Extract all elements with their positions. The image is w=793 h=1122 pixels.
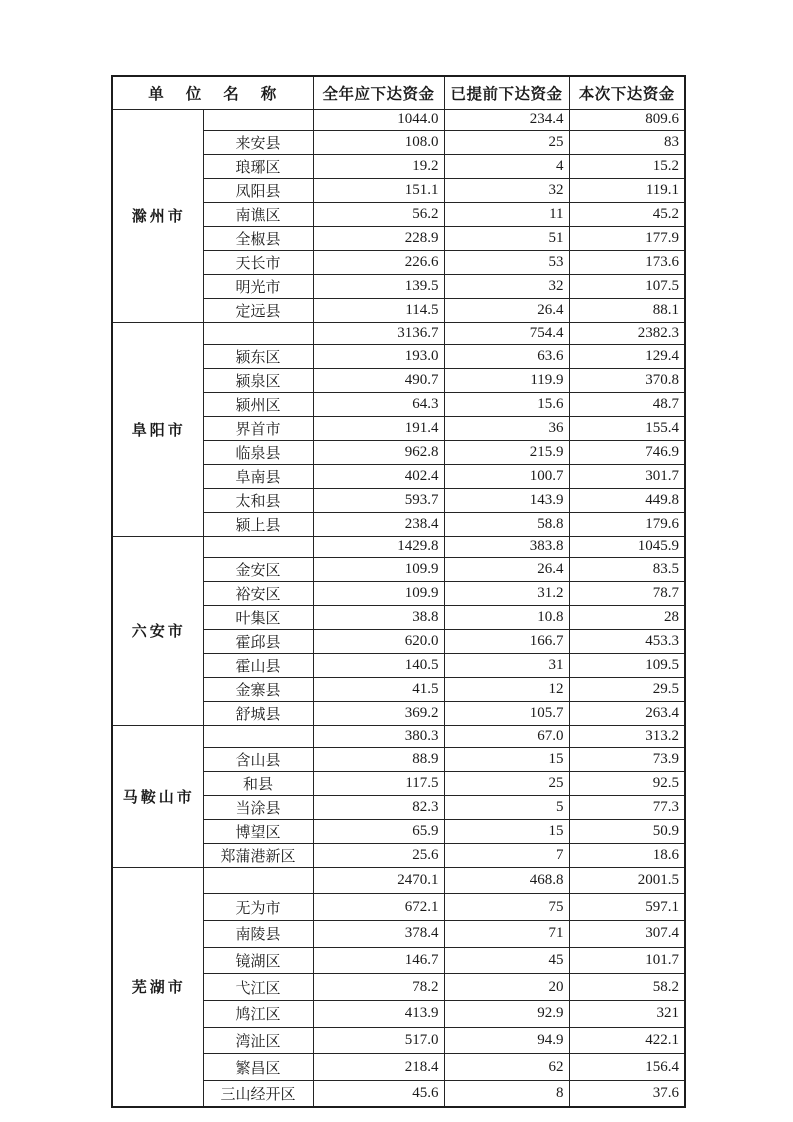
county-cell: 裕安区: [203, 582, 313, 606]
value-cell: 593.7: [313, 488, 444, 512]
value-cell: 45.6: [313, 1081, 444, 1108]
county-cell: 镜湖区: [203, 947, 313, 974]
header-annual-funds: 全年应下达资金: [313, 76, 444, 109]
county-cell: [203, 323, 313, 345]
value-cell: 25: [444, 771, 569, 795]
value-cell: 449.8: [569, 488, 685, 512]
value-cell: 92.5: [569, 771, 685, 795]
value-cell: 1429.8: [313, 536, 444, 558]
value-cell: 32: [444, 275, 569, 299]
value-cell: 88.1: [569, 299, 685, 323]
value-cell: 56.2: [313, 203, 444, 227]
county-cell: 南谯区: [203, 203, 313, 227]
value-cell: 58.2: [569, 974, 685, 1001]
value-cell: 4: [444, 155, 569, 179]
value-cell: 139.5: [313, 275, 444, 299]
county-cell: 阜南县: [203, 464, 313, 488]
table-header-row: [112, 76, 685, 109]
county-cell: 无为市: [203, 894, 313, 921]
city-cell: 六安市: [112, 536, 203, 726]
value-cell: 301.7: [569, 464, 685, 488]
value-cell: 109.9: [313, 582, 444, 606]
value-cell: 226.6: [313, 251, 444, 275]
value-cell: 7: [444, 843, 569, 867]
value-cell: 26.4: [444, 558, 569, 582]
value-cell: 10.8: [444, 606, 569, 630]
value-cell: 2470.1: [313, 867, 444, 894]
value-cell: 754.4: [444, 323, 569, 345]
value-cell: 65.9: [313, 819, 444, 843]
value-cell: 378.4: [313, 920, 444, 947]
value-cell: 5: [444, 795, 569, 819]
value-cell: 369.2: [313, 702, 444, 726]
county-cell: 鸠江区: [203, 1000, 313, 1027]
county-cell: 湾沚区: [203, 1027, 313, 1054]
value-cell: 75: [444, 894, 569, 921]
county-cell: 太和县: [203, 488, 313, 512]
value-cell: 25: [444, 131, 569, 155]
county-cell: 琅琊区: [203, 155, 313, 179]
value-cell: 218.4: [313, 1054, 444, 1081]
county-cell: 颍州区: [203, 392, 313, 416]
county-cell: 颍东区: [203, 344, 313, 368]
county-cell: 当涂县: [203, 795, 313, 819]
county-cell: 颍泉区: [203, 368, 313, 392]
value-cell: 8: [444, 1081, 569, 1108]
city-cell: 马鞍山市: [112, 726, 203, 868]
value-cell: 94.9: [444, 1027, 569, 1054]
value-cell: 2382.3: [569, 323, 685, 345]
value-cell: 809.6: [569, 109, 685, 131]
value-cell: 597.1: [569, 894, 685, 921]
value-cell: 100.7: [444, 464, 569, 488]
funding-table: [111, 75, 686, 1108]
value-cell: 67.0: [444, 726, 569, 748]
value-cell: 45.2: [569, 203, 685, 227]
county-cell: 定远县: [203, 299, 313, 323]
value-cell: 78.7: [569, 582, 685, 606]
county-cell: 全椒县: [203, 227, 313, 251]
value-cell: 12: [444, 678, 569, 702]
value-cell: 119.1: [569, 179, 685, 203]
value-cell: 193.0: [313, 344, 444, 368]
city-cell: 滁州市: [112, 109, 203, 323]
value-cell: 191.4: [313, 416, 444, 440]
value-cell: 490.7: [313, 368, 444, 392]
value-cell: 156.4: [569, 1054, 685, 1081]
value-cell: 26.4: [444, 299, 569, 323]
value-cell: 82.3: [313, 795, 444, 819]
value-cell: 62: [444, 1054, 569, 1081]
county-cell: 天长市: [203, 251, 313, 275]
county-cell: 舒城县: [203, 702, 313, 726]
value-cell: 177.9: [569, 227, 685, 251]
county-cell: 和县: [203, 771, 313, 795]
county-cell: 界首市: [203, 416, 313, 440]
value-cell: 228.9: [313, 227, 444, 251]
value-cell: 25.6: [313, 843, 444, 867]
county-cell: 临泉县: [203, 440, 313, 464]
value-cell: 173.6: [569, 251, 685, 275]
value-cell: 109.9: [313, 558, 444, 582]
value-cell: 51: [444, 227, 569, 251]
value-cell: 41.5: [313, 678, 444, 702]
value-cell: 263.4: [569, 702, 685, 726]
value-cell: 58.8: [444, 512, 569, 536]
value-cell: 48.7: [569, 392, 685, 416]
value-cell: 402.4: [313, 464, 444, 488]
value-cell: 109.5: [569, 654, 685, 678]
value-cell: 313.2: [569, 726, 685, 748]
value-cell: 114.5: [313, 299, 444, 323]
value-cell: 28: [569, 606, 685, 630]
county-cell: [203, 867, 313, 894]
value-cell: 71: [444, 920, 569, 947]
value-cell: 37.6: [569, 1081, 685, 1108]
value-cell: 18.6: [569, 843, 685, 867]
header-current-funds: 本次下达资金: [569, 76, 685, 109]
header-unit-name: 单位名称: [112, 76, 313, 109]
table-row: [112, 109, 685, 131]
value-cell: 166.7: [444, 630, 569, 654]
table-row: [112, 323, 685, 345]
value-cell: 11: [444, 203, 569, 227]
county-cell: 郑蒲港新区: [203, 843, 313, 867]
value-cell: 129.4: [569, 344, 685, 368]
value-cell: 962.8: [313, 440, 444, 464]
value-cell: 20: [444, 974, 569, 1001]
value-cell: 36: [444, 416, 569, 440]
value-cell: 2001.5: [569, 867, 685, 894]
value-cell: 1045.9: [569, 536, 685, 558]
value-cell: 234.4: [444, 109, 569, 131]
county-cell: 繁昌区: [203, 1054, 313, 1081]
county-cell: 颍上县: [203, 512, 313, 536]
value-cell: 155.4: [569, 416, 685, 440]
value-cell: 117.5: [313, 771, 444, 795]
city-cell: 阜阳市: [112, 323, 203, 537]
table-row: [112, 726, 685, 748]
county-cell: [203, 536, 313, 558]
value-cell: 151.1: [313, 179, 444, 203]
county-cell: 霍山县: [203, 654, 313, 678]
county-cell: 弋江区: [203, 974, 313, 1001]
value-cell: 1044.0: [313, 109, 444, 131]
value-cell: 73.9: [569, 747, 685, 771]
county-cell: 金寨县: [203, 678, 313, 702]
value-cell: 64.3: [313, 392, 444, 416]
value-cell: 29.5: [569, 678, 685, 702]
county-cell: 南陵县: [203, 920, 313, 947]
value-cell: 15: [444, 819, 569, 843]
value-cell: 370.8: [569, 368, 685, 392]
table-row: [112, 536, 685, 558]
county-cell: [203, 726, 313, 748]
value-cell: 517.0: [313, 1027, 444, 1054]
value-cell: 38.8: [313, 606, 444, 630]
value-cell: 63.6: [444, 344, 569, 368]
value-cell: 88.9: [313, 747, 444, 771]
value-cell: 107.5: [569, 275, 685, 299]
county-cell: 凤阳县: [203, 179, 313, 203]
county-cell: [203, 109, 313, 131]
value-cell: 453.3: [569, 630, 685, 654]
value-cell: 32: [444, 179, 569, 203]
value-cell: 108.0: [313, 131, 444, 155]
county-cell: 霍邱县: [203, 630, 313, 654]
value-cell: 383.8: [444, 536, 569, 558]
value-cell: 105.7: [444, 702, 569, 726]
value-cell: 468.8: [444, 867, 569, 894]
value-cell: 50.9: [569, 819, 685, 843]
value-cell: 78.2: [313, 974, 444, 1001]
value-cell: 92.9: [444, 1000, 569, 1027]
value-cell: 307.4: [569, 920, 685, 947]
value-cell: 83: [569, 131, 685, 155]
value-cell: 422.1: [569, 1027, 685, 1054]
value-cell: 19.2: [313, 155, 444, 179]
city-cell: 芜湖市: [112, 867, 203, 1107]
value-cell: 238.4: [313, 512, 444, 536]
value-cell: 3136.7: [313, 323, 444, 345]
value-cell: 101.7: [569, 947, 685, 974]
value-cell: 179.6: [569, 512, 685, 536]
table-body: [112, 109, 685, 1107]
county-cell: 明光市: [203, 275, 313, 299]
value-cell: 321: [569, 1000, 685, 1027]
county-cell: 博望区: [203, 819, 313, 843]
value-cell: 413.9: [313, 1000, 444, 1027]
county-cell: 金安区: [203, 558, 313, 582]
value-cell: 45: [444, 947, 569, 974]
value-cell: 15: [444, 747, 569, 771]
value-cell: 53: [444, 251, 569, 275]
value-cell: 83.5: [569, 558, 685, 582]
value-cell: 15.2: [569, 155, 685, 179]
value-cell: 672.1: [313, 894, 444, 921]
value-cell: 143.9: [444, 488, 569, 512]
value-cell: 140.5: [313, 654, 444, 678]
value-cell: 77.3: [569, 795, 685, 819]
value-cell: 31.2: [444, 582, 569, 606]
value-cell: 146.7: [313, 947, 444, 974]
county-cell: 含山县: [203, 747, 313, 771]
value-cell: 380.3: [313, 726, 444, 748]
value-cell: 215.9: [444, 440, 569, 464]
header-advanced-funds: 已提前下达资金: [444, 76, 569, 109]
value-cell: 620.0: [313, 630, 444, 654]
county-cell: 来安县: [203, 131, 313, 155]
value-cell: 31: [444, 654, 569, 678]
value-cell: 746.9: [569, 440, 685, 464]
value-cell: 119.9: [444, 368, 569, 392]
table-row: [112, 867, 685, 894]
county-cell: 三山经开区: [203, 1081, 313, 1108]
county-cell: 叶集区: [203, 606, 313, 630]
value-cell: 15.6: [444, 392, 569, 416]
